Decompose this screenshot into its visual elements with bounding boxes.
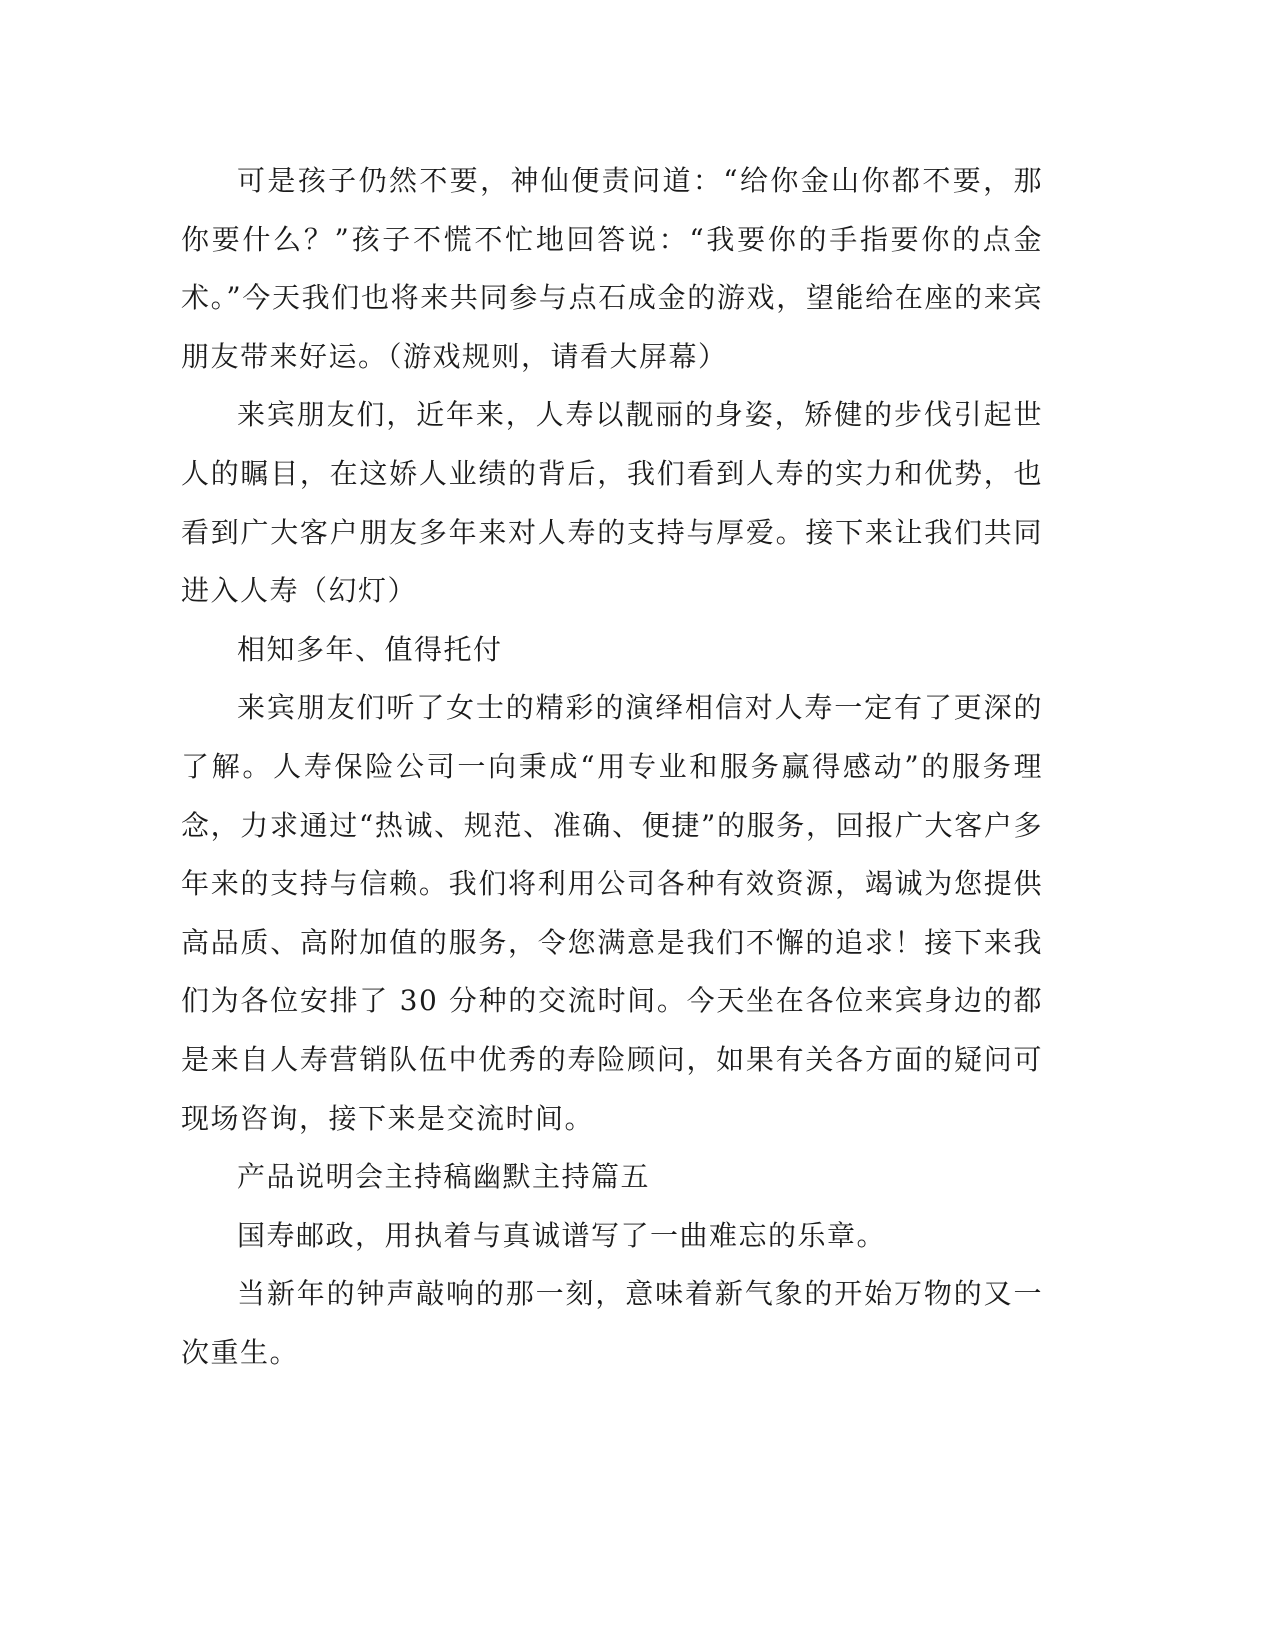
paragraph-section-heading: 产品说明会主持稿幽默主持篇五 (237, 1160, 651, 1194)
paragraph-postal-insurance: 国寿邮政，用执着与真诚谱写了一曲难忘的乐章。 (237, 1218, 887, 1252)
paragraph-new-year: 当新年的钟声敲响的那一刻，意味着新气象的开始万物的又一次重生。 (181, 1277, 1043, 1369)
paragraph-service-philosophy: 来宾朋友们听了女士的精彩的演绎相信对人寿一定有了更深的了解。人寿保险公司一向秉成“用专业和服务赢得感动”的服务理念，力求通过“热诚、规范、准确、便捷”的服务，回报广大客户多年来的支持与信赖。我们将利用公司各种有效资源，竭诚为您提供高品质、高附加值的服务，令您满意是我们不懈的追求！接下来我们为各位安排了 30 分种的交流时间。今天坐在各位来宾身边的都是来自人寿营销队伍中优秀的寿险顾问，如果有关各方面的疑问可现场咨询，接下来是交流时间。 (181, 691, 1043, 1135)
document-body (181, 152, 1043, 1382)
paragraph-welcome-guests: 来宾朋友们，近年来，人寿以靓丽的身姿，矫健的步伐引起世人的瞩目，在这娇人业绩的背后，我们看到人寿的实力和优势，也看到广大客户朋友多年来对人寿的支持与厚爱。接下来让我们共同进入人寿（幻灯） (181, 398, 1043, 608)
paragraph-golden-finger-story: 可是孩子仍然不要，神仙便责问道：“给你金山你都不要，那你要什么？”孩子不慌不忙地回答说：“我要你的手指要你的点金术。”今天我们也将来共同参与点石成金的游戏，望能给在座的来宾朋友带来好运。（游戏规则，请看大屏幕） (181, 164, 1043, 373)
paragraph-slogan: 相知多年、值得托付 (237, 632, 503, 666)
